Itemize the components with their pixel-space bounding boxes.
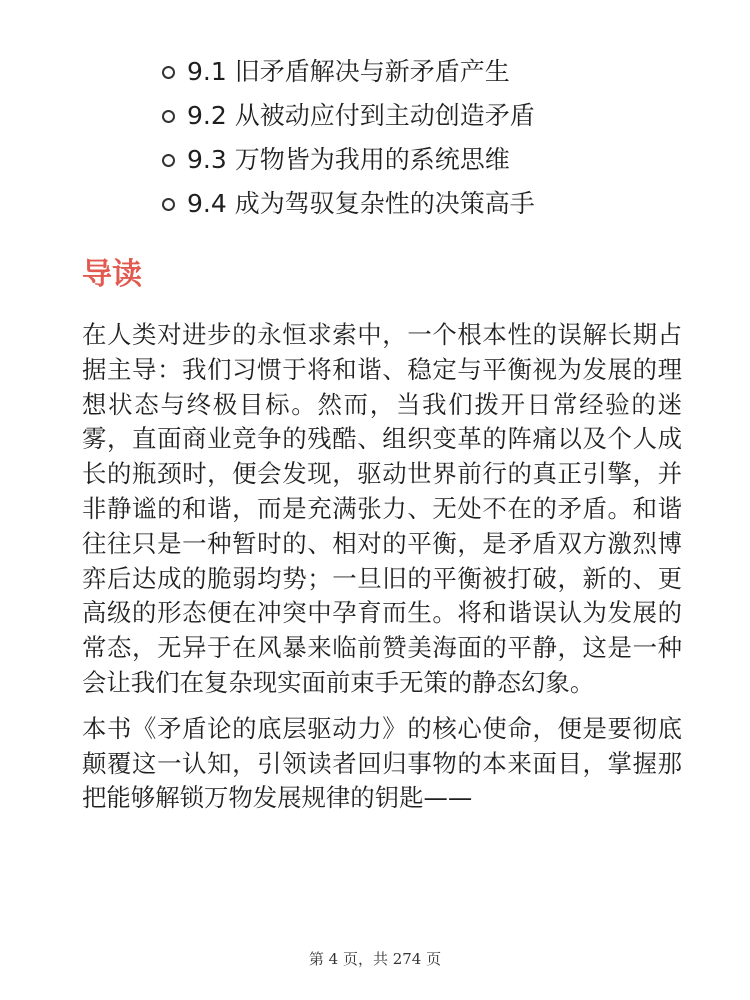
toc-item-number: 9.2 xyxy=(187,101,227,130)
hollow-bullet-icon xyxy=(162,154,175,167)
toc-item[interactable] xyxy=(0,94,750,138)
toc-item-title: 万物皆为我用的系统思维 xyxy=(234,145,510,174)
table-of-contents xyxy=(0,50,750,226)
section-heading: 导读 xyxy=(82,257,142,292)
toc-item-title: 从被动应付到主动创造矛盾 xyxy=(234,101,535,130)
hollow-bullet-icon xyxy=(162,66,175,79)
toc-item-number: 9.3 xyxy=(187,145,227,174)
toc-item-number: 9.1 xyxy=(187,57,227,86)
toc-item[interactable] xyxy=(0,138,750,182)
page-number: 第 4 页，共 274 页 xyxy=(308,950,442,968)
toc-item-title: 成为驾驭复杂性的决策高手 xyxy=(234,189,535,218)
hollow-bullet-icon xyxy=(162,198,175,211)
hollow-bullet-icon xyxy=(162,110,175,123)
toc-item-number: 9.4 xyxy=(187,189,227,218)
toc-item[interactable] xyxy=(0,182,750,226)
toc-item-title: 旧矛盾解决与新矛盾产生 xyxy=(234,57,510,86)
paragraph: 本书《矛盾论的底层驱动力》的核心使命，便是要彻底颠覆这一认知，引领读者回归事物的本来面目，掌握那把能够解锁万物发展规律的钥匙—— xyxy=(82,713,682,813)
paragraph: 在人类对进步的永恒求索中，一个根本性的误解长期占据主导：我们习惯于将和谐、稳定与平衡视为发展的理想状态与终极目标。然而，当我们拨开日常经验的迷雾，直面商业竞争的残酷、组织变革的阵痛以及个人成长的瓶颈时，便会发现，驱动世界前行的真正引擎，并非静谧的和谐，而是充满张力、无处不在的矛盾。和谐往往只是一种暂时的、相对的平衡，是矛盾双方激烈博弈后达成的脆弱均势；一旦旧的平衡被打破，新的、更高级的形态便在冲突中孕育而生。将和谐误认为发展的常态，无异于在风暴来临前赞美海面的平静，这是一种会让我们在复杂现实面前束手无策的静态幻象。 xyxy=(82,320,682,697)
toc-item[interactable] xyxy=(0,50,750,94)
section-body xyxy=(82,318,682,816)
